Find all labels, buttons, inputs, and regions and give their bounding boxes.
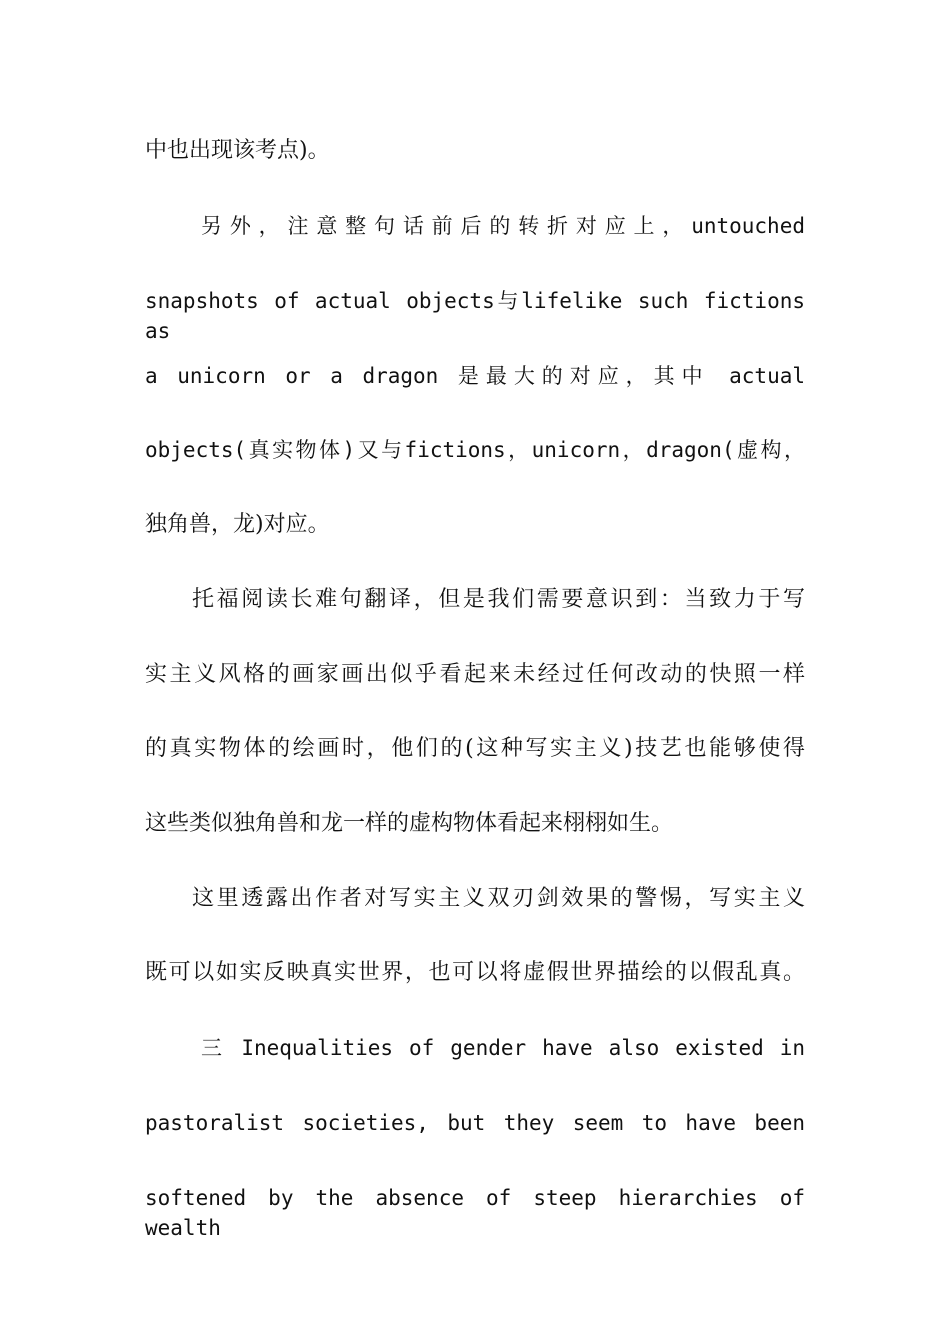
text-line-5: objects(真实物体)又与fictions，unicorn，dragon(虚构， xyxy=(145,438,805,462)
text-line-7: 托福阅读长难句翻译，但是我们需要意识到：当致力于写 xyxy=(192,587,805,612)
text-line-6: 独角兽，龙)对应。 xyxy=(145,512,330,537)
text-line-4: a unicorn or a dragon 是最大的对应，其中 actual xyxy=(145,364,805,388)
text-line-14: pastoralist societies, but they seem to have been xyxy=(145,1111,805,1135)
text-line-2: 另外，注意整句话前后的转折对应上，untouched xyxy=(201,214,805,238)
text-line-1: 中也出现该考点)。 xyxy=(145,138,330,163)
text-line-10: 这些类似独角兽和龙一样的虚构物体看起来栩栩如生。 xyxy=(145,811,674,836)
text-line-9: 的真实物体的绘画时，他们的(这种写实主义)技艺也能够使得 xyxy=(145,736,805,761)
text-line-8: 实主义风格的画家画出似乎看起来未经过任何改动的快照一样 xyxy=(145,662,805,687)
text-line-13: 三 Inequalities of gender have also existed in xyxy=(201,1036,805,1060)
text-line-3: snapshots of actual objects与lifelike such fictions as xyxy=(145,289,805,343)
text-line-11: 这里透露出作者对写实主义双刃剑效果的警惕，写实主义 xyxy=(192,886,805,911)
text-line-12: 既可以如实反映真实世界，也可以将虚假世界描绘的以假乱真。 xyxy=(145,960,805,985)
text-line-15: softened by the absence of steep hierarchies of wealth xyxy=(145,1186,805,1240)
